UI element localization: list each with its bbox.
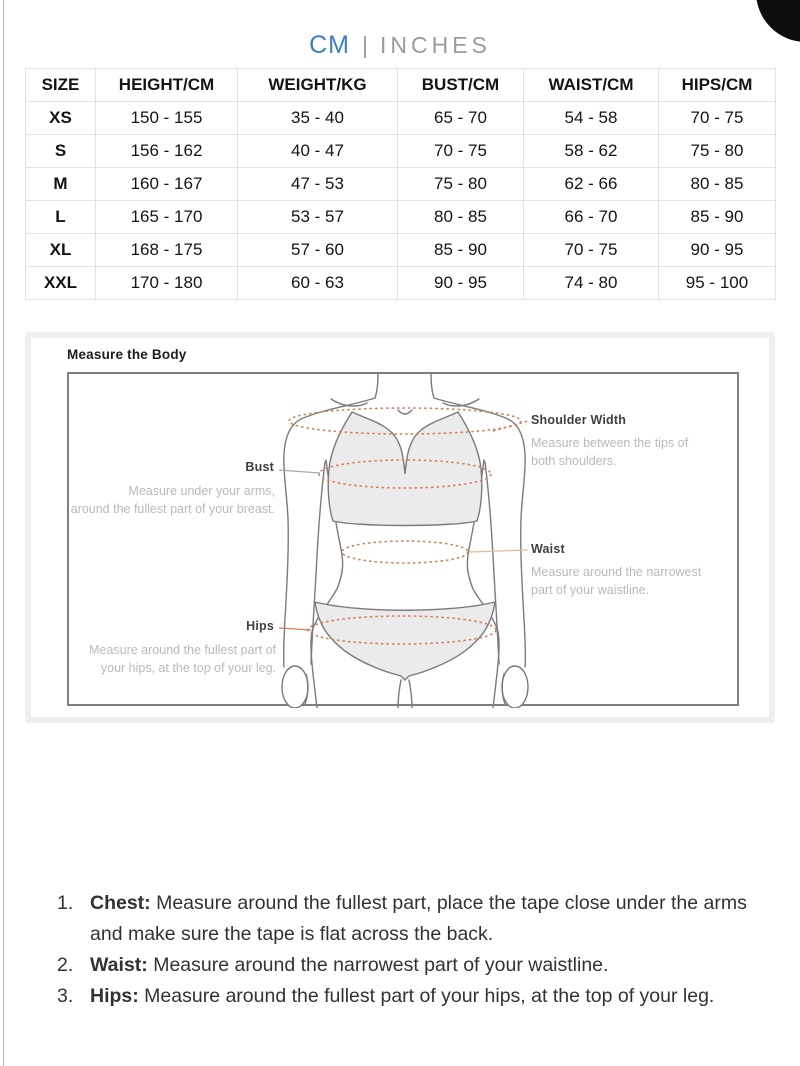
unit-option-inches[interactable]: INCHES [379, 32, 491, 58]
unit-toggle [0, 26, 800, 64]
bust-range: 90 - 95 [398, 267, 524, 300]
height-range: 150 - 155 [96, 102, 238, 135]
instruction-text [90, 981, 750, 1012]
instruction-number: 3. [57, 985, 74, 1007]
column-header-hips: HIPS/CM [659, 69, 776, 102]
waist-measure-ellipse [342, 541, 468, 563]
weight-range: 40 - 47 [238, 135, 398, 168]
instruction-text [90, 888, 750, 950]
bust-range: 75 - 80 [398, 168, 524, 201]
instruction-lead: Chest: [90, 892, 151, 914]
waist-range: 58 - 62 [524, 135, 659, 168]
hips-range: 75 - 80 [659, 135, 776, 168]
size-label: XL [26, 234, 96, 267]
table-header-row [26, 69, 776, 102]
bust-leader-line [279, 470, 320, 473]
table-row-s [26, 135, 776, 168]
page-left-border [3, 0, 4, 1066]
size-label: XS [26, 102, 96, 135]
instruction-body: Measure around the fullest part of your hips, at the top of your leg. [144, 985, 715, 1007]
instruction-body: Measure around the fullest part, place the tape close under the arms and make sure the tape is flat across the back. [90, 892, 747, 945]
waist-range: 66 - 70 [524, 201, 659, 234]
bust-label: Bust [245, 460, 274, 474]
waist-range: 62 - 66 [524, 168, 659, 201]
height-range: 168 - 175 [96, 234, 238, 267]
waist-description [531, 563, 711, 599]
instruction-number: 1. [57, 892, 74, 914]
measure-card-title: Measure the Body [67, 347, 187, 362]
bra-garment [328, 412, 482, 526]
inner-arm-left [311, 462, 325, 664]
instruction-body: Measure around the narrowest part of your waistline. [153, 954, 609, 976]
column-header-bust: BUST/CM [398, 69, 524, 102]
table-row-xl [26, 234, 776, 267]
table-row-l [26, 201, 776, 234]
column-header-size: SIZE [26, 69, 96, 102]
hips-range: 85 - 90 [659, 201, 776, 234]
waist-label: Waist [531, 542, 565, 556]
hand-right [502, 666, 528, 708]
hand-left [282, 666, 308, 708]
shoulder-width-label: Shoulder Width [531, 413, 627, 427]
hips-range: 70 - 75 [659, 102, 776, 135]
waist-range: 54 - 58 [524, 102, 659, 135]
shoulder-leader-line [493, 421, 528, 431]
bust-description [69, 482, 275, 518]
shoulder-desc-line2: both shoulders. [531, 454, 617, 468]
chin-hint [398, 410, 412, 414]
instruction-lead: Waist: [90, 954, 148, 976]
hips-label: Hips [246, 619, 274, 633]
bust-range: 85 - 90 [398, 234, 524, 267]
size-label: M [26, 168, 96, 201]
table-row-m [26, 168, 776, 201]
measuring-instructions-list [57, 888, 757, 1012]
table-row-xxl [26, 267, 776, 300]
instruction-item-chest [57, 888, 757, 950]
waist-desc-line1: Measure around the narrowest [531, 565, 702, 579]
weight-range: 47 - 53 [238, 168, 398, 201]
figure-diagram-box [67, 372, 739, 706]
height-range: 165 - 170 [96, 201, 238, 234]
size-chart-table [25, 68, 776, 300]
height-range: 156 - 162 [96, 135, 238, 168]
instruction-text [90, 950, 750, 981]
instruction-number: 2. [57, 954, 74, 976]
hips-range: 95 - 100 [659, 267, 776, 300]
bust-desc-line1: Measure under your arms, [128, 484, 275, 498]
bust-range: 70 - 75 [398, 135, 524, 168]
size-label: XXL [26, 267, 96, 300]
inner-leg-left [398, 680, 401, 708]
hips-desc-line1: Measure around the fullest part of [89, 643, 276, 657]
weight-range: 53 - 57 [238, 201, 398, 234]
table-row-xs [26, 102, 776, 135]
briefs-garment [315, 602, 495, 680]
instruction-lead: Hips: [90, 985, 139, 1007]
shoulder-desc-line1: Measure between the tips of [531, 436, 689, 450]
instruction-item-waist [57, 950, 757, 981]
hips-range: 90 - 95 [659, 234, 776, 267]
hips-description [69, 641, 276, 677]
bust-range: 80 - 85 [398, 201, 524, 234]
weight-range: 35 - 40 [238, 102, 398, 135]
shoulder-width-description [531, 434, 711, 470]
weight-range: 60 - 63 [238, 267, 398, 300]
inner-leg-right [409, 680, 412, 708]
unit-toggle-divider: | [362, 32, 368, 58]
instruction-item-hips [57, 981, 757, 1012]
hips-range: 80 - 85 [659, 168, 776, 201]
bust-desc-line2: around the fullest part of your breast. [70, 502, 275, 516]
size-label: S [26, 135, 96, 168]
waist-range: 70 - 75 [524, 234, 659, 267]
neck-line-left [375, 374, 378, 398]
waist-leader-line [469, 550, 528, 552]
bust-range: 65 - 70 [398, 102, 524, 135]
measure-body-card [25, 332, 775, 723]
height-range: 170 - 180 [96, 267, 238, 300]
waist-desc-line2: part of your waistline. [531, 583, 650, 597]
column-header-height: HEIGHT/CM [96, 69, 238, 102]
height-range: 160 - 167 [96, 168, 238, 201]
column-header-waist: WAIST/CM [524, 69, 659, 102]
column-header-weight: WEIGHT/KG [238, 69, 398, 102]
waist-range: 74 - 80 [524, 267, 659, 300]
unit-option-cm[interactable]: CM [309, 31, 350, 59]
neck-line-right [431, 374, 434, 398]
hips-desc-line2: your hips, at the top of your leg. [100, 661, 276, 675]
size-label: L [26, 201, 96, 234]
weight-range: 57 - 60 [238, 234, 398, 267]
